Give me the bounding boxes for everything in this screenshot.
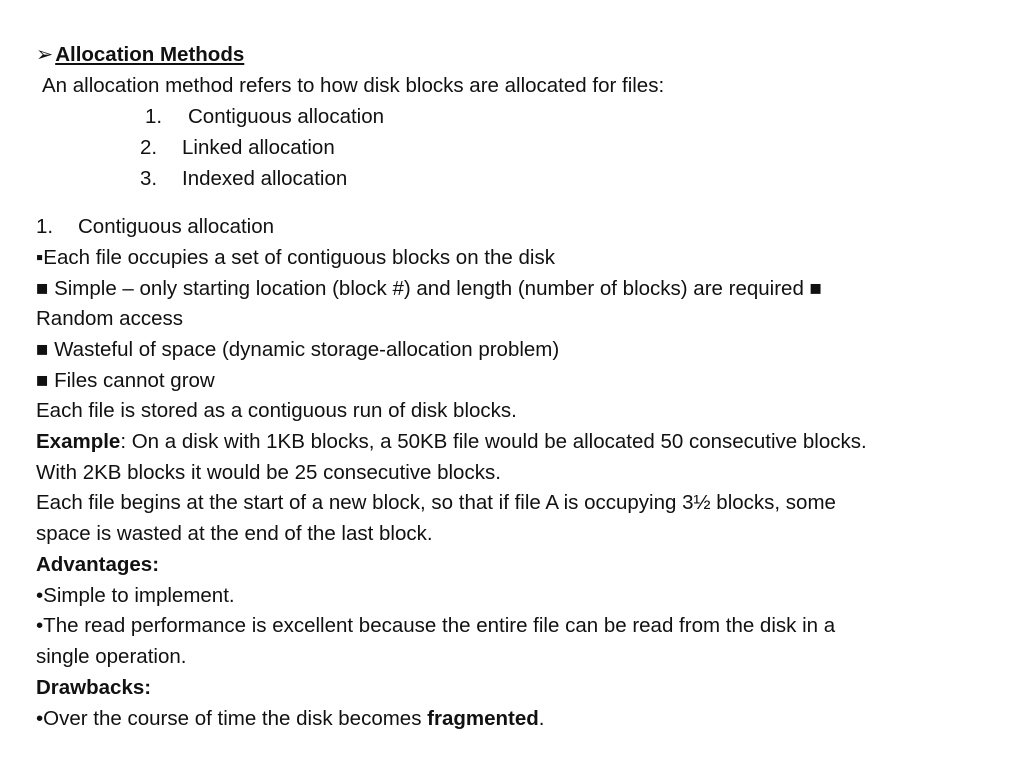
point-random-access: Random access xyxy=(36,307,183,330)
intro-text: An allocation method refers to how disk blocks are allocated for files: xyxy=(42,74,665,97)
section-label: Contiguous allocation xyxy=(78,215,275,238)
point-simple: ■ Simple – only starting location (block #) and length (number of blocks) are required ■ xyxy=(36,277,822,300)
drawback-bold: fragmented xyxy=(427,707,539,730)
body-example-cont: With 2KB blocks it would be 25 consecutive blocks. xyxy=(36,461,501,484)
method-number: 1. xyxy=(145,105,163,128)
body-example xyxy=(36,429,867,455)
point-contiguous-blocks xyxy=(36,245,555,271)
body-begins: Each file begins at the start of a new block, so that if file A is occupying 3½ blocks, some xyxy=(36,491,836,514)
advantage-item-2: •The read performance is excellent because the entire file can be read from the disk in a xyxy=(36,614,836,637)
square-bullet-icon: ▪ xyxy=(36,246,44,269)
section-heading xyxy=(36,214,274,240)
method-label: Contiguous allocation xyxy=(188,105,385,128)
example-text: : On a disk with 1KB blocks, a 50KB file would be allocated 50 consecutive blocks. xyxy=(120,430,867,453)
drawback-prefix: •Over the course of time the disk becomes xyxy=(36,707,428,730)
method-item-2 xyxy=(140,135,335,161)
method-label: Indexed allocation xyxy=(182,167,348,190)
point-cannot-grow: ■ Files cannot grow xyxy=(36,369,215,392)
drawback-item-1 xyxy=(36,706,545,732)
section-number: 1. xyxy=(36,215,54,238)
body-begins-cont: space is wasted at the end of the last block. xyxy=(36,522,433,545)
method-number: 3. xyxy=(140,167,158,190)
drawbacks-heading: Drawbacks: xyxy=(36,676,152,699)
body-stored: Each file is stored as a contiguous run of disk blocks. xyxy=(36,399,517,422)
title-line xyxy=(36,42,244,68)
arrow-bullet-icon: ➢ xyxy=(36,43,54,66)
advantage-item-2-cont: single operation. xyxy=(36,645,187,668)
advantages-heading: Advantages: xyxy=(36,553,160,576)
drawback-suffix: . xyxy=(538,707,545,730)
point-text: Each file occupies a set of contiguous blocks on the disk xyxy=(43,246,555,269)
example-label: Example xyxy=(36,430,121,453)
advantage-item-1: •Simple to implement. xyxy=(36,584,235,607)
point-wasteful: ■ Wasteful of space (dynamic storage-allocation problem) xyxy=(36,338,560,361)
method-number: 2. xyxy=(140,136,158,159)
method-item-1 xyxy=(145,104,384,130)
page-title: Allocation Methods xyxy=(55,43,245,66)
method-item-3 xyxy=(140,166,347,192)
method-label: Linked allocation xyxy=(182,136,335,159)
